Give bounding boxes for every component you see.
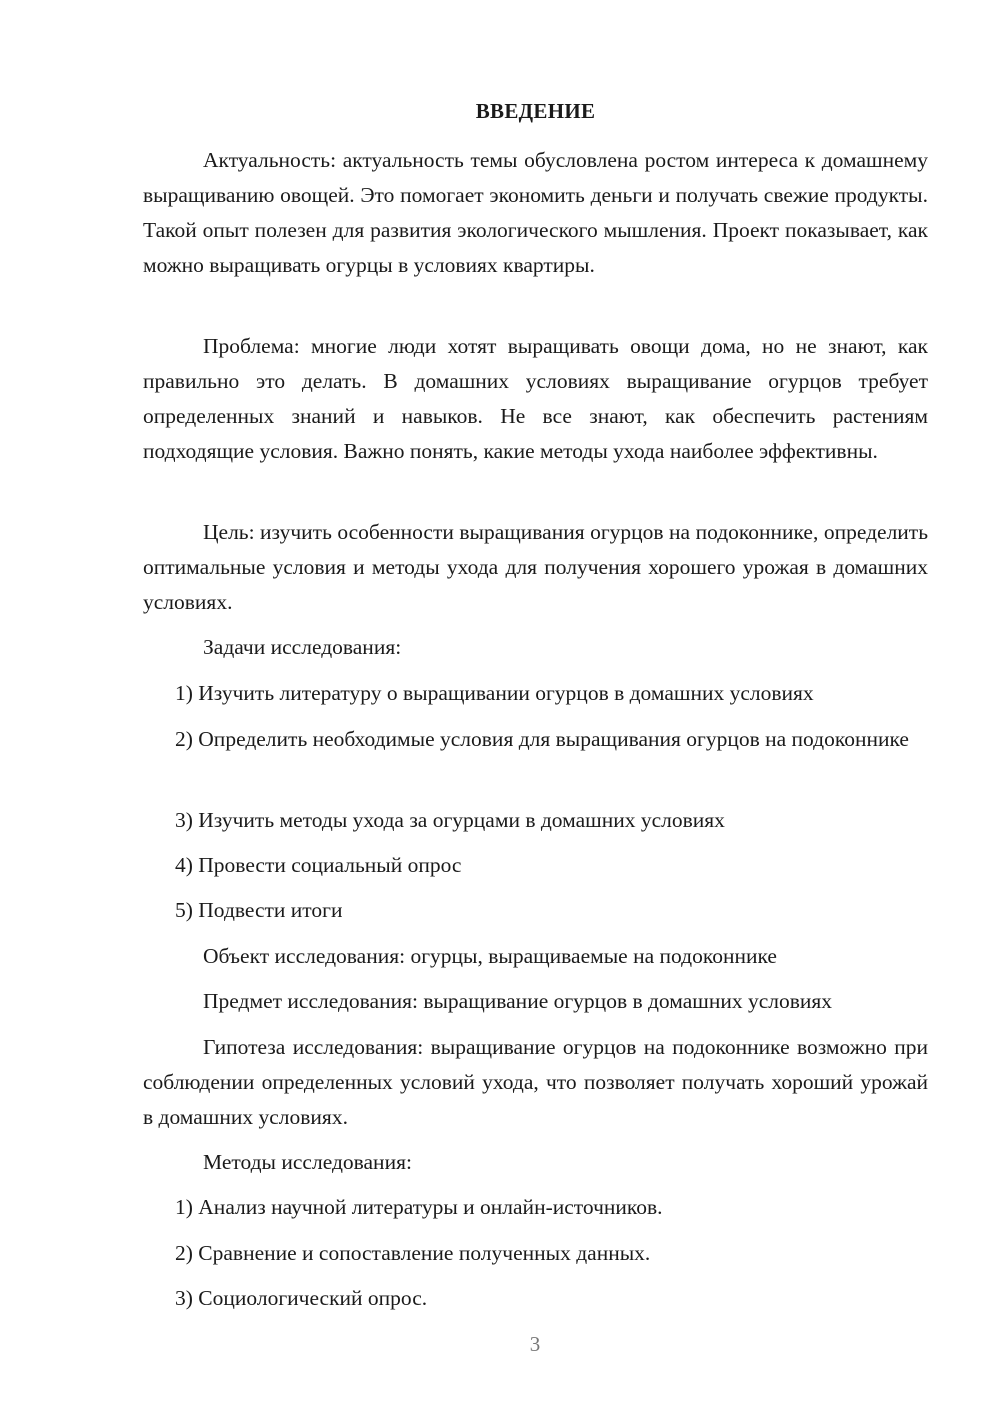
problem-text: Проблема: многие люди хотят выращивать овощи дома, но не знают, как правильно это делать. В домашних условиях выращивание огурцов требует определенных знаний и навыков. Не все знают, как обеспечить растениям подходящие условия. Важно понять, какие методы ухода наиболее эффективны. (143, 334, 928, 463)
object-text: Объект исследования: огурцы, выращиваемые на подоконнике (203, 944, 777, 968)
goal-text: Цель: изучить особенности выращивания огурцов на подоконнике, определить оптимальные условия и методы ухода для получения хорошего урожая в домашних условиях. (143, 520, 928, 614)
task-item-1 (143, 676, 928, 711)
object-paragraph (143, 939, 928, 974)
list-item: 1) Изучить литературу о выращивании огурцов в домашних условиях (175, 681, 814, 705)
methods-heading-text: Методы исследования: (203, 1150, 412, 1174)
relevance-text: Актуальность: актуальность темы обусловлена ростом интереса к домашнему выращиванию овощей. Это помогает экономить деньги и получать свежие продукты. Такой опыт полезен для развития экологического мышления. Проект показывает, как можно выращивать огурцы в условиях квартиры. (143, 148, 928, 277)
task-item-2 (143, 722, 928, 757)
list-item: 2) Сравнение и сопоставление полученных данных. (175, 1241, 651, 1265)
list-item: 3) Изучить методы ухода за огурцами в домашних условиях (175, 808, 725, 832)
hypothesis-paragraph (143, 1030, 928, 1135)
method-item-1 (143, 1190, 928, 1225)
task-item-5 (143, 893, 928, 928)
task-item-3 (143, 803, 928, 838)
relevance-paragraph (143, 143, 928, 283)
list-item: 2) Определить необходимые условия для выращивания огурцов на подоконнике (175, 727, 909, 751)
task-item-4 (143, 848, 928, 883)
tasks-heading (143, 630, 928, 665)
goal-paragraph (143, 515, 928, 620)
subject-paragraph (143, 984, 928, 1019)
tasks-heading-text: Задачи исследования: (203, 635, 402, 659)
page-number: 3 (529, 1332, 541, 1356)
methods-heading (143, 1145, 928, 1180)
list-item: 3) Социологический опрос. (175, 1286, 428, 1310)
hypothesis-text: Гипотеза исследования: выращивание огурцов на подоконнике возможно при соблюдении определенных условий ухода, что позволяет получать хороший урожай в домашних условиях. (143, 1035, 928, 1129)
list-item: 4) Провести социальный опрос (175, 853, 462, 877)
problem-paragraph (143, 329, 928, 469)
method-item-3 (143, 1281, 928, 1316)
subject-text: Предмет исследования: выращивание огурцов в домашних условиях (203, 989, 833, 1013)
list-item: 1) Анализ научной литературы и онлайн-источников. (175, 1195, 663, 1219)
method-item-2 (143, 1236, 928, 1271)
page-title: ВВЕДЕНИЕ (475, 99, 596, 123)
list-item: 5) Подвести итоги (175, 898, 343, 922)
